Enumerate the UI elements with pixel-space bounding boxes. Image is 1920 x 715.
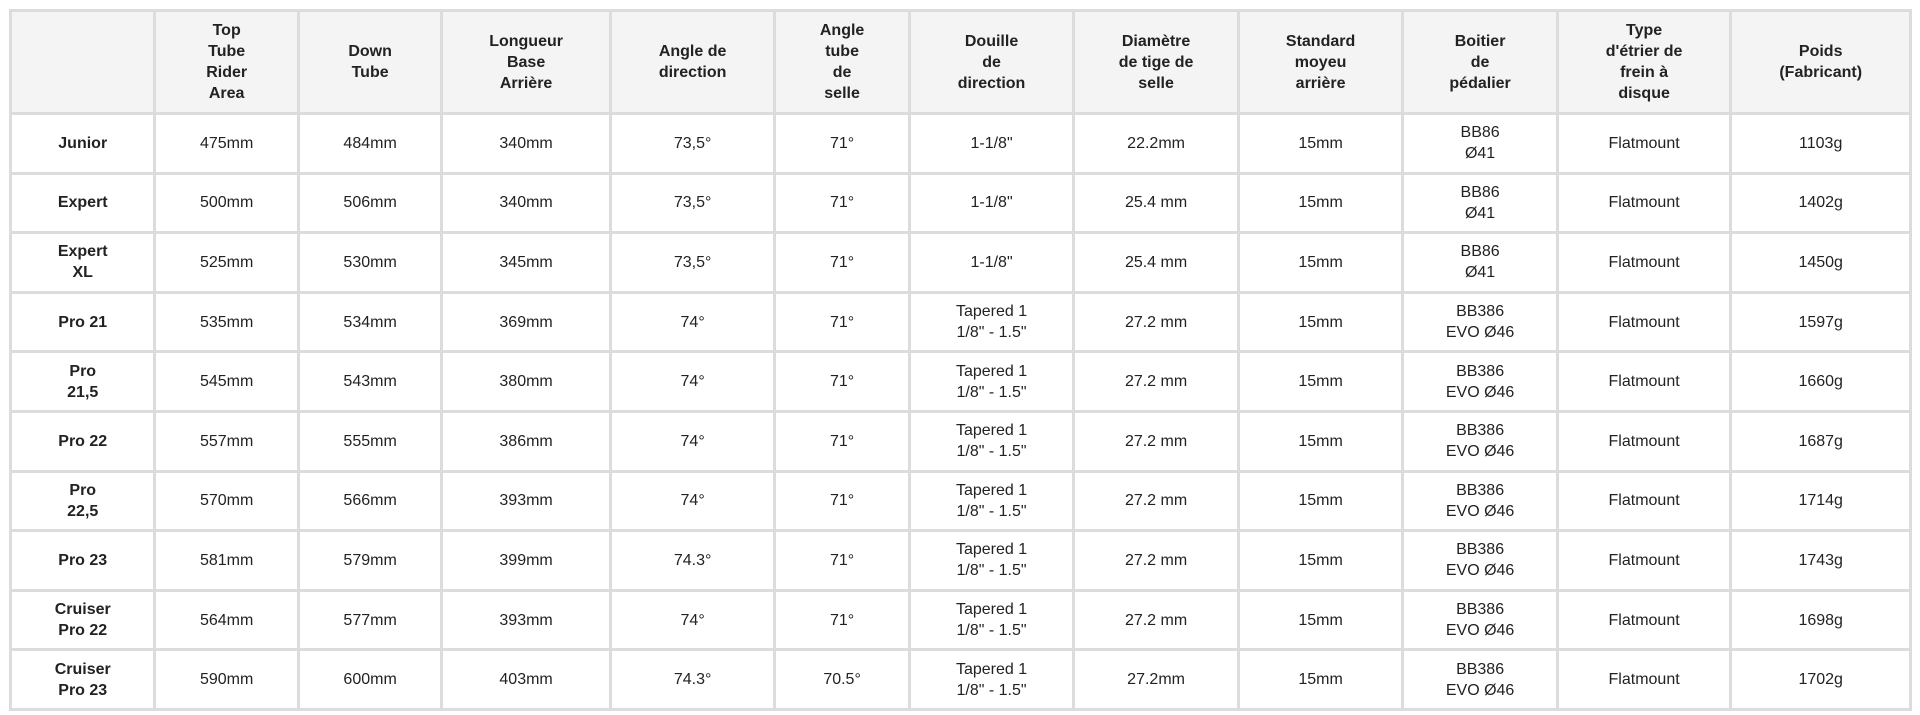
cell-seatpost-diameter: 27.2 mm — [1075, 413, 1237, 470]
cell-top-tube: 570mm — [156, 473, 296, 530]
table-row — [12, 651, 1909, 708]
cell-chainstay-length: 345mm — [443, 234, 609, 291]
cell-headset: Tapered 1 1/8" - 1.5" — [911, 413, 1073, 470]
cell-rear-hub: 15mm — [1240, 532, 1402, 589]
cell-brake-mount: Flatmount — [1559, 592, 1730, 649]
cell-seat-angle: 71° — [776, 175, 907, 232]
cell-headset: Tapered 1 1/8" - 1.5" — [911, 592, 1073, 649]
cell-chainstay-length: 393mm — [443, 473, 609, 530]
header-weight: Poids (Fabricant) — [1732, 12, 1909, 112]
cell-rear-hub: 15mm — [1240, 294, 1402, 351]
cell-brake-mount: Flatmount — [1559, 294, 1730, 351]
cell-down-tube: 579mm — [300, 532, 440, 589]
cell-weight: 1743g — [1732, 532, 1909, 589]
cell-headset: Tapered 1 1/8" - 1.5" — [911, 353, 1073, 410]
cell-top-tube: 500mm — [156, 175, 296, 232]
cell-seat-angle: 71° — [776, 532, 907, 589]
header-headset: Douille de direction — [911, 12, 1073, 112]
cell-headset: Tapered 1 1/8" - 1.5" — [911, 532, 1073, 589]
cell-down-tube: 530mm — [300, 234, 440, 291]
cell-rear-hub: 15mm — [1240, 115, 1402, 172]
table-row — [12, 234, 1909, 291]
cell-seatpost-diameter: 27.2 mm — [1075, 473, 1237, 530]
cell-headset: 1-1/8" — [911, 234, 1073, 291]
cell-model: Pro 23 — [12, 532, 153, 589]
cell-top-tube: 525mm — [156, 234, 296, 291]
cell-seatpost-diameter: 27.2 mm — [1075, 532, 1237, 589]
cell-head-angle: 74° — [612, 353, 774, 410]
table-row — [12, 532, 1909, 589]
cell-seatpost-diameter: 27.2 mm — [1075, 353, 1237, 410]
cell-bottom-bracket: BB386 EVO Ø46 — [1404, 532, 1555, 589]
cell-seat-angle: 71° — [776, 115, 907, 172]
cell-brake-mount: Flatmount — [1559, 353, 1730, 410]
cell-bottom-bracket: BB86 Ø41 — [1404, 175, 1555, 232]
cell-weight: 1698g — [1732, 592, 1909, 649]
header-head-angle: Angle de direction — [612, 12, 774, 112]
cell-model: Pro 21 — [12, 294, 153, 351]
cell-chainstay-length: 399mm — [443, 532, 609, 589]
cell-headset: 1-1/8" — [911, 115, 1073, 172]
header-top-tube: Top Tube Rider Area — [156, 12, 296, 112]
cell-down-tube: 577mm — [300, 592, 440, 649]
cell-chainstay-length: 393mm — [443, 592, 609, 649]
header-seat-angle: Angle tube de selle — [776, 12, 907, 112]
spec-table-container — [9, 9, 1912, 711]
cell-down-tube: 543mm — [300, 353, 440, 410]
cell-seatpost-diameter: 27.2 mm — [1075, 294, 1237, 351]
cell-model: Cruiser Pro 23 — [12, 651, 153, 708]
cell-brake-mount: Flatmount — [1559, 413, 1730, 470]
cell-top-tube: 475mm — [156, 115, 296, 172]
cell-bottom-bracket: BB86 Ø41 — [1404, 234, 1555, 291]
cell-head-angle: 74.3° — [612, 651, 774, 708]
cell-headset: 1-1/8" — [911, 175, 1073, 232]
cell-top-tube: 557mm — [156, 413, 296, 470]
cell-head-angle: 74° — [612, 413, 774, 470]
cell-rear-hub: 15mm — [1240, 592, 1402, 649]
table-row — [12, 294, 1909, 351]
cell-headset: Tapered 1 1/8" - 1.5" — [911, 473, 1073, 530]
cell-rear-hub: 15mm — [1240, 353, 1402, 410]
cell-seat-angle: 71° — [776, 353, 907, 410]
cell-top-tube: 545mm — [156, 353, 296, 410]
cell-head-angle: 74° — [612, 294, 774, 351]
cell-seat-angle: 71° — [776, 473, 907, 530]
header-seatpost-diameter: Diamètre de tige de selle — [1075, 12, 1237, 112]
cell-bottom-bracket: BB386 EVO Ø46 — [1404, 651, 1555, 708]
table-body — [12, 115, 1909, 708]
cell-seat-angle: 71° — [776, 413, 907, 470]
cell-brake-mount: Flatmount — [1559, 651, 1730, 708]
header-chainstay-length: Longueur Base Arrière — [443, 12, 609, 112]
table-row — [12, 175, 1909, 232]
cell-top-tube: 564mm — [156, 592, 296, 649]
table-row — [12, 353, 1909, 410]
cell-seatpost-diameter: 27.2 mm — [1075, 592, 1237, 649]
cell-chainstay-length: 369mm — [443, 294, 609, 351]
cell-model: Pro 21,5 — [12, 353, 153, 410]
cell-seat-angle: 70.5° — [776, 651, 907, 708]
cell-brake-mount: Flatmount — [1559, 175, 1730, 232]
header-model — [12, 12, 153, 112]
cell-weight: 1103g — [1732, 115, 1909, 172]
cell-top-tube: 581mm — [156, 532, 296, 589]
cell-head-angle: 73,5° — [612, 115, 774, 172]
table-row — [12, 592, 1909, 649]
cell-top-tube: 590mm — [156, 651, 296, 708]
cell-model: Cruiser Pro 22 — [12, 592, 153, 649]
cell-weight: 1402g — [1732, 175, 1909, 232]
cell-headset: Tapered 1 1/8" - 1.5" — [911, 651, 1073, 708]
cell-chainstay-length: 380mm — [443, 353, 609, 410]
cell-head-angle: 73,5° — [612, 234, 774, 291]
cell-chainstay-length: 340mm — [443, 175, 609, 232]
cell-chainstay-length: 403mm — [443, 651, 609, 708]
cell-rear-hub: 15mm — [1240, 413, 1402, 470]
cell-seatpost-diameter: 27.2mm — [1075, 651, 1237, 708]
cell-weight: 1660g — [1732, 353, 1909, 410]
cell-bottom-bracket: BB386 EVO Ø46 — [1404, 294, 1555, 351]
cell-rear-hub: 15mm — [1240, 473, 1402, 530]
cell-rear-hub: 15mm — [1240, 175, 1402, 232]
cell-weight: 1597g — [1732, 294, 1909, 351]
cell-weight: 1450g — [1732, 234, 1909, 291]
cell-weight: 1687g — [1732, 413, 1909, 470]
cell-down-tube: 534mm — [300, 294, 440, 351]
cell-model: Expert XL — [12, 234, 153, 291]
cell-rear-hub: 15mm — [1240, 234, 1402, 291]
cell-seat-angle: 71° — [776, 592, 907, 649]
cell-weight: 1702g — [1732, 651, 1909, 708]
cell-down-tube: 506mm — [300, 175, 440, 232]
cell-brake-mount: Flatmount — [1559, 473, 1730, 530]
cell-head-angle: 74° — [612, 473, 774, 530]
cell-headset: Tapered 1 1/8" - 1.5" — [911, 294, 1073, 351]
cell-brake-mount: Flatmount — [1559, 234, 1730, 291]
header-row — [12, 12, 1909, 112]
geometry-spec-table — [9, 9, 1912, 711]
cell-bottom-bracket: BB386 EVO Ø46 — [1404, 353, 1555, 410]
table-row — [12, 115, 1909, 172]
cell-bottom-bracket: BB86 Ø41 — [1404, 115, 1555, 172]
header-down-tube: Down Tube — [300, 12, 440, 112]
cell-down-tube: 566mm — [300, 473, 440, 530]
cell-head-angle: 74.3° — [612, 532, 774, 589]
cell-brake-mount: Flatmount — [1559, 532, 1730, 589]
cell-down-tube: 600mm — [300, 651, 440, 708]
table-row — [12, 473, 1909, 530]
cell-model: Pro 22,5 — [12, 473, 153, 530]
cell-chainstay-length: 340mm — [443, 115, 609, 172]
cell-seatpost-diameter: 22.2mm — [1075, 115, 1237, 172]
header-brake-mount: Type d'étrier de frein à disque — [1559, 12, 1730, 112]
cell-down-tube: 555mm — [300, 413, 440, 470]
cell-model: Pro 22 — [12, 413, 153, 470]
cell-head-angle: 74° — [612, 592, 774, 649]
cell-model: Junior — [12, 115, 153, 172]
cell-bottom-bracket: BB386 EVO Ø46 — [1404, 413, 1555, 470]
cell-seat-angle: 71° — [776, 234, 907, 291]
header-bottom-bracket: Boitier de pédalier — [1404, 12, 1555, 112]
cell-weight: 1714g — [1732, 473, 1909, 530]
cell-seat-angle: 71° — [776, 294, 907, 351]
cell-top-tube: 535mm — [156, 294, 296, 351]
cell-seatpost-diameter: 25.4 mm — [1075, 234, 1237, 291]
cell-down-tube: 484mm — [300, 115, 440, 172]
header-rear-hub: Standard moyeu arrière — [1240, 12, 1402, 112]
cell-rear-hub: 15mm — [1240, 651, 1402, 708]
cell-model: Expert — [12, 175, 153, 232]
cell-head-angle: 73,5° — [612, 175, 774, 232]
cell-chainstay-length: 386mm — [443, 413, 609, 470]
cell-seatpost-diameter: 25.4 mm — [1075, 175, 1237, 232]
cell-bottom-bracket: BB386 EVO Ø46 — [1404, 473, 1555, 530]
cell-brake-mount: Flatmount — [1559, 115, 1730, 172]
table-row — [12, 413, 1909, 470]
cell-bottom-bracket: BB386 EVO Ø46 — [1404, 592, 1555, 649]
